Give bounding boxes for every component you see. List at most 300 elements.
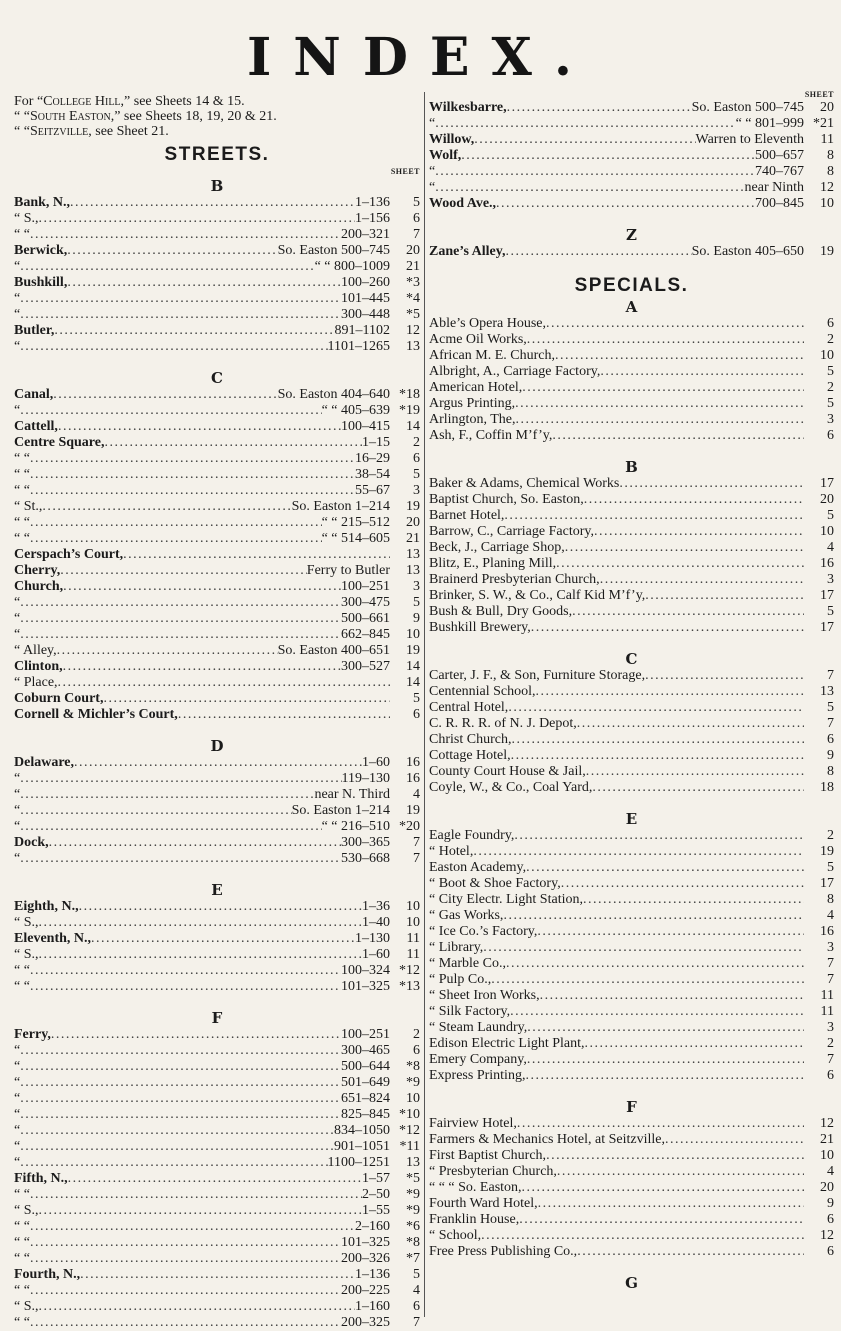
entry-name: Baptist Church, So. Easton,	[429, 492, 584, 507]
index-entry	[14, 323, 420, 339]
index-entry	[14, 1043, 420, 1059]
entry-range: 1101–1265	[327, 339, 390, 354]
entry-name: “ “	[14, 467, 30, 482]
index-entry	[14, 915, 420, 931]
entry-sheet: *19	[399, 403, 420, 418]
entry-name: Church,	[14, 579, 64, 594]
index-entry	[429, 492, 834, 508]
entry-name: “ S.,	[14, 947, 39, 962]
index-entry	[429, 1004, 834, 1020]
dot-leader	[53, 387, 277, 403]
entry-name: Beck, J., Carriage Shop,	[429, 540, 565, 555]
index-entry	[429, 780, 834, 796]
entry-sheet: *8	[406, 1235, 420, 1250]
dot-leader	[565, 540, 804, 556]
dot-leader	[70, 195, 355, 211]
entry-sheet: 6	[827, 428, 834, 443]
index-entry	[14, 435, 420, 451]
dot-leader	[30, 451, 355, 467]
section-gap	[14, 723, 420, 737]
entry-sheet: 8	[827, 148, 834, 163]
entry-range: 200–321	[341, 227, 390, 242]
dot-leader	[68, 1171, 362, 1187]
letter-heading: D	[210, 737, 224, 755]
letter-heading: B	[210, 177, 224, 195]
index-entry	[429, 1228, 834, 1244]
entry-name: Cherry,	[14, 563, 61, 578]
index-entry	[429, 940, 834, 956]
index-entry	[429, 860, 834, 876]
index-entry	[14, 1187, 420, 1203]
entry-name: Fourth, N.,	[14, 1267, 81, 1282]
entry-sheet: 21	[406, 531, 420, 546]
entry-name: “ St.,	[14, 499, 43, 514]
dot-leader	[583, 892, 804, 908]
index-entry	[429, 380, 834, 396]
letter-heading: G	[625, 1274, 638, 1292]
entry-range: 300–465	[341, 1043, 390, 1058]
entry-name: Central Hotel,	[429, 700, 509, 715]
entry-name: “ “	[14, 1315, 30, 1330]
entry-range: “ “ 801–999	[735, 116, 804, 131]
index-entry	[14, 755, 420, 771]
entry-name: “ “	[14, 227, 30, 242]
section-gap	[429, 796, 834, 810]
index-entry	[14, 963, 420, 979]
dot-leader	[30, 963, 341, 979]
entry-name: “	[14, 1091, 21, 1106]
entry-name: C. R. R. R. of N. J. Depot,	[429, 716, 577, 731]
entry-name: “	[14, 403, 21, 418]
entry-name: Canal,	[14, 387, 54, 402]
entry-name: Clinton,	[14, 659, 63, 674]
entry-sheet: 7	[413, 227, 420, 242]
entry-sheet: *4	[406, 291, 420, 306]
sheet-column-label: SHEET	[390, 167, 420, 176]
entry-sheet: 19	[820, 844, 834, 859]
entry-range: 101–325	[341, 1235, 390, 1250]
entry-sheet: 6	[413, 211, 420, 226]
dot-leader	[510, 1004, 804, 1020]
entry-sheet: 10	[820, 196, 834, 211]
entry-range: 500–661	[341, 611, 390, 626]
entry-sheet: *5	[406, 1171, 420, 1186]
entry-sheet: *13	[399, 979, 420, 994]
entry-sheet: 9	[827, 748, 834, 763]
entry-sheet: 12	[406, 323, 420, 338]
entry-sheet: 6	[827, 316, 834, 331]
dot-leader	[592, 780, 804, 796]
index-entry	[429, 684, 834, 700]
entry-sheet: *7	[406, 1251, 420, 1266]
letter-heading: F	[626, 1098, 637, 1116]
dot-leader	[473, 844, 804, 860]
entry-name: Wilkesbarre,	[429, 100, 507, 115]
index-entry	[14, 899, 420, 915]
index-entry	[14, 1299, 420, 1315]
entry-range: 200–326	[341, 1251, 390, 1266]
entry-sheet: 12	[820, 1116, 834, 1131]
dot-leader	[63, 659, 341, 675]
entry-sheet: 21	[406, 259, 420, 274]
entry-name: Franklin House,	[429, 1212, 520, 1227]
entry-sheet: *8	[406, 1059, 420, 1074]
entry-sheet: 4	[413, 787, 420, 802]
entry-sheet: 5	[827, 364, 834, 379]
entry-name: Ferry,	[14, 1027, 51, 1042]
entry-range: 1–136	[355, 195, 390, 210]
letter-heading: E	[211, 881, 223, 899]
index-entry	[14, 275, 420, 291]
dot-leader	[491, 972, 804, 988]
entry-sheet: *5	[406, 307, 420, 322]
entry-name: “ S.,	[14, 211, 39, 226]
entry-name: “ “	[14, 963, 30, 978]
dot-leader	[104, 435, 362, 451]
entry-sheet: 3	[827, 940, 834, 955]
entry-name: “	[429, 164, 436, 179]
entry-sheet: 5	[827, 396, 834, 411]
entry-name: “ “ “ So. Easton,	[429, 1180, 522, 1195]
entry-sheet: 13	[820, 684, 834, 699]
dot-leader	[42, 499, 291, 515]
column-divider	[424, 92, 425, 1317]
entry-name: Bush & Bull, Dry Goods,	[429, 604, 573, 619]
section-gap	[429, 636, 834, 650]
entry-name: “ “	[14, 515, 30, 530]
entry-sheet: *9	[406, 1187, 420, 1202]
index-entry	[14, 787, 420, 803]
entry-sheet: 11	[406, 947, 420, 962]
section-gap	[429, 1260, 834, 1274]
entry-sheet: 11	[406, 931, 420, 946]
dot-leader	[20, 803, 291, 819]
entry-name: “ “	[14, 1251, 30, 1266]
index-entry	[14, 1123, 420, 1139]
index-entry	[14, 947, 420, 963]
entry-sheet: 20	[820, 100, 834, 115]
entry-name: “ “	[14, 1283, 30, 1298]
index-entry	[14, 1315, 420, 1331]
index-entry	[14, 339, 420, 355]
entry-sheet: 7	[827, 716, 834, 731]
index-entry	[14, 1139, 420, 1155]
entry-sheet: 12	[820, 180, 834, 195]
entry-range: So. Easton 500–745	[277, 243, 390, 258]
index-entry	[429, 700, 834, 716]
dot-leader	[20, 1075, 341, 1091]
dot-leader	[20, 291, 341, 307]
index-entry	[14, 451, 420, 467]
index-entry	[429, 476, 834, 492]
index-entry	[14, 499, 420, 515]
entry-sheet: 7	[413, 851, 420, 866]
entry-name: “ Library,	[429, 940, 484, 955]
index-entry	[429, 1196, 834, 1212]
index-entry	[429, 1212, 834, 1228]
entry-sheet: 3	[413, 579, 420, 594]
entry-name: Wood Ave.,	[429, 196, 497, 211]
entry-name: “	[14, 1107, 21, 1122]
entry-name: “	[14, 819, 21, 834]
entry-range: 101–325	[341, 979, 390, 994]
entry-name: Bushkill Brewery,	[429, 620, 531, 635]
index-entry	[429, 316, 834, 332]
dot-leader	[80, 1267, 355, 1283]
index-entry	[14, 307, 420, 323]
section-gap	[14, 995, 420, 1009]
index-entry	[429, 668, 834, 684]
index-entry	[429, 100, 834, 116]
entry-name: Centre Square,	[14, 435, 105, 450]
index-entry	[14, 1219, 420, 1235]
entry-range: 825–845	[341, 1107, 390, 1122]
entry-name: Cottage Hotel,	[429, 748, 511, 763]
dot-leader	[585, 1036, 804, 1052]
entry-range: So. Easton 1–214	[291, 803, 390, 818]
entry-name: Express Printing,	[429, 1068, 526, 1083]
entry-range: 1–15	[362, 435, 390, 450]
entry-name: “	[14, 1043, 21, 1058]
entry-sheet: 11	[820, 132, 834, 147]
entry-sheet: 7	[827, 972, 834, 987]
index-entry	[14, 1171, 420, 1187]
index-entry	[429, 180, 834, 196]
entry-name: “	[14, 595, 21, 610]
dot-leader	[51, 1027, 341, 1043]
index-entry	[14, 291, 420, 307]
index-entry	[14, 579, 420, 595]
index-entry	[14, 1251, 420, 1267]
entry-name: Easton Academy,	[429, 860, 527, 875]
entry-name: “	[429, 180, 436, 195]
entry-sheet: 10	[820, 1148, 834, 1163]
dot-leader	[503, 908, 804, 924]
entry-name: Emery Company,	[429, 1052, 527, 1067]
entry-name: Edison Electric Light Plant,	[429, 1036, 585, 1051]
dot-leader	[483, 940, 804, 956]
entry-range: 1–40	[362, 915, 390, 930]
dot-leader	[522, 380, 804, 396]
index-entry	[429, 116, 834, 132]
entry-sheet: 5	[827, 860, 834, 875]
entry-sheet: 9	[827, 1196, 834, 1211]
entry-sheet: 3	[827, 412, 834, 427]
dot-leader	[20, 819, 321, 835]
entry-sheet: 4	[827, 540, 834, 555]
entry-range: So. Easton 404–640	[277, 387, 390, 402]
entry-sheet: 20	[820, 1180, 834, 1195]
index-entry	[14, 195, 420, 211]
entry-name: “ Marble Co.,	[429, 956, 506, 971]
dot-leader	[435, 180, 744, 196]
index-entry	[429, 1052, 834, 1068]
index-entry	[14, 691, 420, 707]
entry-sheet: 19	[406, 803, 420, 818]
entry-range: 200–225	[341, 1283, 390, 1298]
index-entry	[14, 1091, 420, 1107]
letter-heading: C	[625, 650, 638, 668]
entry-range: 1–60	[362, 947, 390, 962]
entry-name: Ash, F., Coffin M’f’y,	[429, 428, 553, 443]
dot-leader	[506, 956, 804, 972]
dot-leader	[20, 339, 327, 355]
entry-sheet: 11	[820, 1004, 834, 1019]
entry-range: 740–767	[755, 164, 804, 179]
entry-range: 55–67	[355, 483, 390, 498]
entry-sheet: 2	[827, 380, 834, 395]
page-title: INDEX.	[246, 27, 595, 88]
dot-leader	[619, 476, 804, 492]
dot-leader	[20, 851, 341, 867]
entry-name: “	[14, 627, 21, 642]
entry-name: County Court House & Jail,	[429, 764, 586, 779]
dot-leader	[20, 1043, 341, 1059]
section-gap	[14, 867, 420, 881]
entry-range: 501–649	[341, 1075, 390, 1090]
index-entry	[14, 851, 420, 867]
entry-sheet: 19	[406, 643, 420, 658]
entry-sheet: *12	[399, 1123, 420, 1138]
dot-leader	[645, 588, 804, 604]
index-entry	[14, 819, 420, 835]
entry-range: 100–251	[341, 579, 390, 594]
dot-leader	[58, 419, 341, 435]
index-entry	[429, 908, 834, 924]
dot-leader	[645, 668, 804, 684]
entry-range: 1–57	[362, 1171, 390, 1186]
entry-name: Eagle Foundry,	[429, 828, 515, 843]
entry-name: “ Presbyterian Church,	[429, 1164, 557, 1179]
index-entry	[14, 771, 420, 787]
entry-range: 300–475	[341, 595, 390, 610]
entry-range: So. Easton 405–650	[691, 244, 804, 259]
entry-name: Coyle, W., & Co., Coal Yard,	[429, 780, 593, 795]
dot-leader	[514, 828, 804, 844]
entry-sheet: *21	[813, 116, 834, 131]
entry-sheet: 2	[413, 1027, 420, 1042]
dot-leader	[30, 1187, 362, 1203]
entry-name: Fairview Hotel,	[429, 1116, 517, 1131]
entry-name: Brainerd Presbyterian Church,	[429, 572, 600, 587]
entry-sheet: *20	[399, 819, 420, 834]
dot-leader	[496, 196, 755, 212]
index-entry	[14, 243, 420, 259]
entry-sheet: 5	[827, 508, 834, 523]
dot-leader	[536, 684, 804, 700]
dot-leader	[30, 1235, 341, 1251]
entry-sheet: 10	[406, 915, 420, 930]
index-entry	[14, 563, 420, 579]
entry-sheet: 19	[820, 244, 834, 259]
dot-leader	[461, 148, 755, 164]
entry-sheet: *18	[399, 387, 420, 402]
section-gap	[429, 1084, 834, 1098]
dot-leader	[600, 572, 804, 588]
entry-name: Eighth, N.,	[14, 899, 79, 914]
entry-sheet: 10	[406, 627, 420, 642]
entry-sheet: 11	[820, 988, 834, 1003]
index-entry	[14, 227, 420, 243]
index-entry	[14, 707, 420, 723]
entry-name: “	[14, 771, 21, 786]
index-entry	[429, 540, 834, 556]
index-entry	[429, 132, 834, 148]
dot-leader	[515, 396, 804, 412]
dot-leader	[39, 1203, 363, 1219]
entry-name: “ “	[14, 451, 30, 466]
entry-sheet: 7	[827, 668, 834, 683]
entry-name: Cerspach’s Court,	[14, 547, 124, 562]
index-entry	[429, 428, 834, 444]
index-entry	[14, 211, 420, 227]
dot-leader	[435, 116, 735, 132]
entry-sheet: 4	[827, 908, 834, 923]
index-entry	[429, 572, 834, 588]
letter-heading: C	[211, 369, 223, 387]
index-entry	[429, 1164, 834, 1180]
entry-sheet: 14	[406, 419, 420, 434]
index-entry	[14, 675, 420, 691]
dot-leader	[577, 716, 804, 732]
entry-sheet: 7	[827, 1052, 834, 1067]
dot-leader	[20, 627, 341, 643]
entry-sheet: 2	[827, 332, 834, 347]
entry-sheet: 20	[406, 243, 420, 258]
entry-name: Delaware,	[14, 755, 74, 770]
entry-name: “	[14, 1155, 21, 1170]
entry-range: 100–260	[341, 275, 390, 290]
entry-range: “ “ 514–605	[321, 531, 390, 546]
entry-name: “ “	[14, 1187, 30, 1202]
entry-name: “ Silk Factory,	[429, 1004, 511, 1019]
index-entry	[429, 892, 834, 908]
note-line: “ “South Easton,” see Sheets 18, 19, 20 & 21.	[14, 109, 277, 124]
index-entry	[429, 956, 834, 972]
dot-leader	[20, 1091, 341, 1107]
dot-leader	[517, 1116, 804, 1132]
dot-leader	[178, 707, 390, 723]
letter-heading: A	[625, 298, 638, 316]
index-entry	[429, 988, 834, 1004]
entry-sheet: 6	[827, 732, 834, 747]
entry-name: “	[14, 307, 21, 322]
dot-leader	[577, 1244, 804, 1260]
streets-list	[14, 177, 420, 1331]
entry-sheet: 16	[406, 771, 420, 786]
entry-sheet: 5	[413, 195, 420, 210]
index-entry	[14, 611, 420, 627]
entry-name: Carter, J. F., & Son, Furniture Storage,	[429, 668, 646, 683]
entry-sheet: 17	[820, 620, 834, 635]
index-entry	[14, 403, 420, 419]
entry-sheet: 2	[827, 828, 834, 843]
right-column	[429, 90, 834, 1292]
entry-range: So. Easton 500–745	[691, 100, 804, 115]
entry-name: Argus Printing,	[429, 396, 516, 411]
dot-leader	[555, 348, 804, 364]
entry-sheet: 6	[413, 451, 420, 466]
dot-leader	[20, 771, 341, 787]
index-entry	[14, 467, 420, 483]
entry-range: 1–136	[355, 1267, 390, 1282]
entry-sheet: 14	[406, 675, 420, 690]
index-entry	[14, 643, 420, 659]
dot-leader	[552, 428, 804, 444]
entry-range: 2–50	[362, 1187, 390, 1202]
entry-name: “ Ice Co.’s Factory,	[429, 924, 538, 939]
streets-header: STREETS.	[164, 144, 270, 165]
